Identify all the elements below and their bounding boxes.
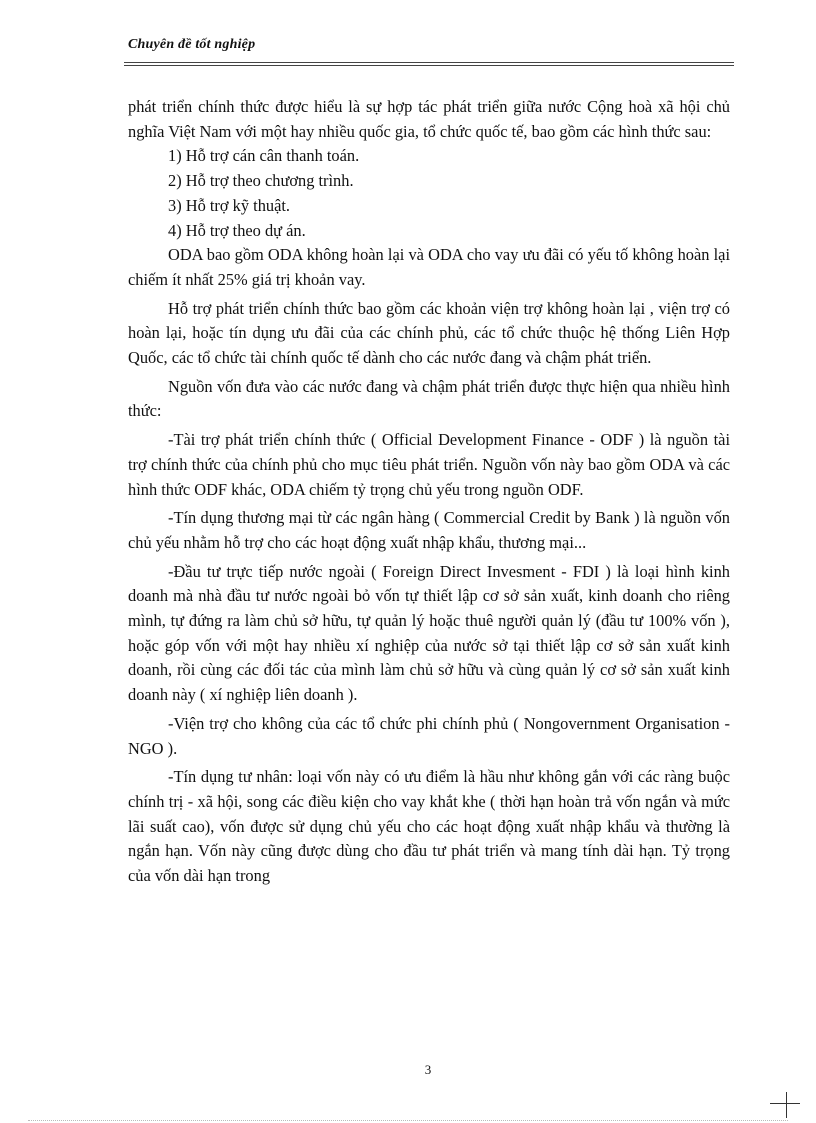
document-body (128, 95, 730, 889)
header-divider (124, 62, 734, 63)
running-header: Chuyên đề tốt nghiệp (128, 37, 256, 52)
corner-mark-vertical (786, 1092, 787, 1118)
paragraph-oda-composition: ODA bao gồm ODA không hoàn lại và ODA cho vay ưu đãi có yếu tố không hoàn lại chiếm ít nhất 25% giá trị khoản vay. (128, 245, 730, 289)
paragraph-commercial-credit: -Tín dụng thương mại từ các ngân hàng ( Commercial Credit by Bank ) là nguồn vốn chủ yếu nhằm hỗ trợ cho các hoạt động xuất nhập khẩu, thương mại... (128, 508, 730, 552)
list-item: 3) Hỗ trợ kỹ thuật. (168, 195, 291, 215)
paragraph-fdi: -Đầu tư trực tiếp nước ngoài ( Foreign Direct Invesment - FDI ) là loại hình kinh doanh mà nhà đầu tư nước ngoài bỏ vốn tự thiết lập cơ sở sản xuất, kinh doanh cho riêng mình, tự đứng ra làm chủ sở hữu, tự quản lý hoặc thuê người quản lý (đầu tư 100% vốn ), hoặc góp vốn với một hay nhiều xí nghiệp của nước sở tại thiết lập cơ sở sản xuất kinh doanh, rồi cùng các đối tác của mình làm chủ sở hữu và cùng quản lý cơ sở sản xuất kinh doanh này ( xí nghiệp liên doanh ). (128, 561, 730, 705)
paragraph-private-credit: -Tín dụng tư nhân: loại vốn này có ưu điểm là hầu như không gắn với các ràng buộc chính trị - xã hội, song các điều kiện cho vay khắt khe ( thời hạn hoàn trả vốn ngắn và mức lãi suất cao), vốn được sử dụng chủ yếu cho các hoạt động xuất nhập khẩu và thường là ngắn hạn. Vốn này cũng được dùng cho đầu tư phát triển và mang tính dài hạn. Tỷ trọng của vốn dài hạn trong (128, 767, 730, 886)
corner-mark-horizontal (770, 1103, 800, 1104)
page-number: 3 (424, 1062, 432, 1077)
list-item: 4) Hỗ trợ theo dự án. (168, 220, 306, 240)
paragraph-oda-definition: phát triển chính thức được hiểu là sự hợp tác phát triển giữa nước Cộng hoà xã hội chủ nghĩa Việt Nam với một hay nhiều quốc gia, tổ chức quốc tế, bao gồm các hình thức sau: (128, 97, 730, 141)
list-item: 2) Hỗ trợ theo chương trình. (168, 171, 354, 191)
paragraph-odf: -Tài trợ phát triển chính thức ( Official Development Finance - ODF ) là nguồn tài trợ chính thức của chính phủ cho mục tiêu phát triển. Nguồn vốn này bao gồm ODA và các hình thức ODF khác, ODA chiếm tỷ trọng chủ yếu trong nguồn ODF. (128, 430, 730, 499)
paragraph-oda-sources: Hỗ trợ phát triển chính thức bao gồm các khoản viện trợ không hoàn lại , viện trợ có hoàn lại, hoặc tín dụng ưu đãi của các chính phủ, các tổ chức thuộc hệ thống Liên Hợp Quốc, các tổ chức tài chính quốc tế dành cho các nước đang và chậm phát triển. (128, 298, 730, 368)
header-divider-secondary (124, 65, 734, 66)
paragraph-ngo: -Viện trợ cho không của các tổ chức phi chính phủ ( Nongovernment Organisation - NGO ). (128, 713, 730, 758)
page-bottom-border (28, 1120, 788, 1121)
list-item: 1) Hỗ trợ cán cân thanh toán. (168, 146, 360, 166)
paragraph-capital-forms: Nguồn vốn đưa vào các nước đang và chậm phát triển được thực hiện qua nhiều hình thức: (128, 376, 730, 421)
